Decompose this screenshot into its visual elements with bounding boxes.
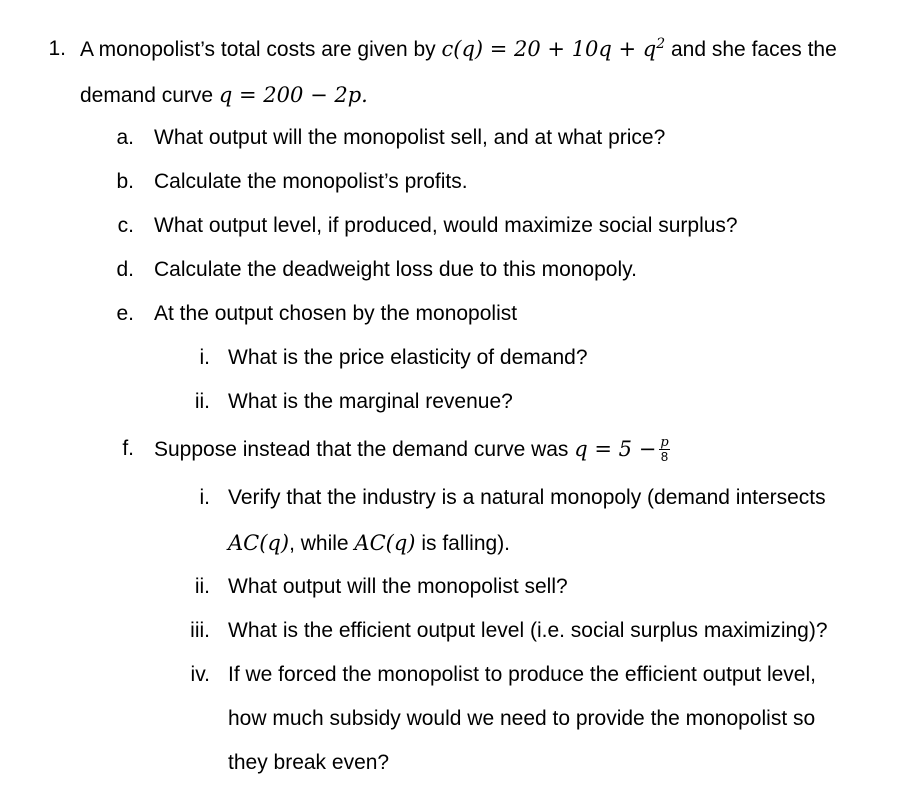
part-b-marker: b. (116, 170, 134, 193)
ac-term-1: AC(q) (228, 531, 290, 555)
part-d-text: Calculate the deadweight loss due to this monopoly. (154, 258, 637, 281)
part-f-iii-text: What is the efficient output level (i.e. social surplus maximizing)? (228, 619, 828, 642)
part-e-marker: e. (116, 302, 134, 325)
question-intro-text: A monopolist’s total costs are given by (80, 38, 442, 61)
part-a-marker: a. (116, 126, 134, 149)
part-b-text: Calculate the monopolist’s profits. (154, 170, 468, 193)
question-line-2 (80, 81, 368, 110)
part-f-i-text-2 (228, 529, 510, 558)
part-f-fraction (659, 436, 669, 463)
part-f-iv-line-2: how much subsidy would we need to provide the monopolist so (228, 707, 816, 730)
part-e-i-text: What is the price elasticity of demand? (228, 346, 588, 369)
part-c-text: What output level, if produced, would maximize social surplus? (154, 214, 738, 237)
fraction-denominator: 8 (660, 448, 669, 464)
part-d-marker: d. (116, 258, 134, 281)
part-f-i-end: is falling). (415, 532, 511, 555)
part-f-i-mid: , while (289, 532, 355, 555)
demand-intro-text: demand curve (80, 84, 219, 107)
part-f-marker: f. (122, 437, 134, 460)
part-f-text-line (154, 435, 670, 464)
part-f-demand-lhs: q = 5 − (574, 437, 657, 461)
part-f-ii-text: What output will the monopolist sell? (228, 575, 568, 598)
part-c-marker: c. (117, 214, 134, 237)
part-a-text: What output will the monopolist sell, and at what price? (154, 126, 666, 149)
part-f-text: Suppose instead that the demand curve was (154, 438, 575, 461)
part-f-ii-marker: ii. (194, 575, 210, 598)
part-f-i-text-1: Verify that the industry is a natural monopoly (demand intersects (228, 486, 826, 509)
part-e-ii-text: What is the marginal revenue? (228, 390, 513, 413)
part-f-iv-line-1: If we forced the monopolist to produce the efficient output level, (228, 663, 816, 686)
part-f-i-marker: i. (199, 486, 210, 509)
question-line-1 (80, 35, 837, 64)
part-f-iv-line-3: they break even? (228, 751, 390, 774)
fraction-numerator: p (660, 434, 669, 450)
part-e-ii-marker: ii. (194, 390, 210, 413)
part-e-i-marker: i. (199, 346, 210, 369)
part-e-text: At the output chosen by the monopolist (154, 302, 518, 325)
cost-function: $c(q) = 20 + 10q + q^2$ and she faces the (441, 36, 837, 61)
part-f-iv-marker: iv. (190, 663, 210, 686)
ac-term-2: AC(q) (354, 531, 416, 555)
question-number: 1. (48, 37, 66, 60)
part-f-iii-marker: iii. (190, 619, 210, 642)
demand-function: q = 200 − 2p. (218, 83, 368, 107)
